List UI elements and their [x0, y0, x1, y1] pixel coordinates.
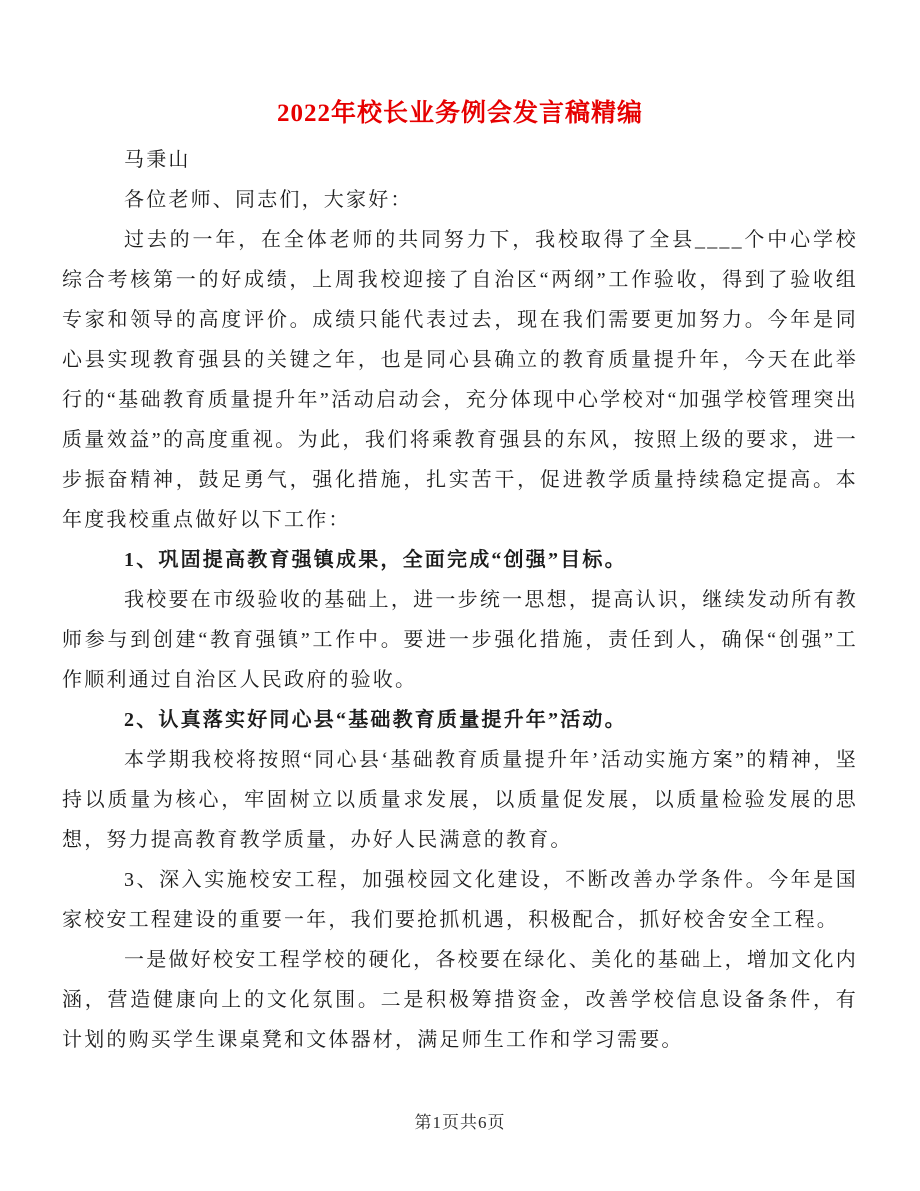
page-footer [0, 1110, 920, 1136]
salutation: 各位老师、同志们，大家好： [124, 189, 413, 211]
paragraph-item-2-body: 本学期我校将按照“同心县‘基础教育质量提升年’活动实施方案”的精神，坚持以质量为核心，牢固树立以质量求发展，以质量促发展，以质量检验发展的思想，努力提高教育教学质量，办好人民满意的教育。 [62, 749, 858, 851]
paragraph-item-3: 3、深入实施校安工程，加强校园文化建设，不断改善办学条件。今年是国家校安工程建设的重要一年，我们要抢抓机遇，积极配合，抓好校舍安全工程。 [62, 869, 858, 931]
heading-item-1: 1、巩固提高教育强镇成果，全面完成“创强”目标。 [124, 549, 627, 571]
paragraph-item-3-body: 一是做好校安工程学校的硬化，各校要在绿化、美化的基础上，增加文化内涵，营造健康向上的文化氛围。二是积极筹措资金，改善学校信息设备条件，有计划的购买学生课桌凳和文体器材，满足师生工作和学习需要。 [62, 949, 858, 1051]
paragraph-item-1-body: 我校要在市级验收的基础上，进一步统一思想，提高认识，继续发动所有教师参与到创建“教育强镇”工作中。要进一步强化措施，责任到人，确保“创强”工作顺利通过自治区人民政府的验收。 [62, 589, 858, 691]
paragraph-intro: 过去的一年，在全体老师的共同努力下，我校取得了全县____个中心学校综合考核第一的好成绩，上周我校迎接了自治区“两纲”工作验收，得到了验收组专家和领导的高度评价。成绩只能代表过去，现在我们需要更加努力。今年是同心县实现教育强县的关键之年，也是同心县确立的教育质量提升年，今天在此举行的“基础教育质量提升年”活动启动会，充分体现中心学校对“加强学校管理突出质量效益”的高度重视。为此，我们将乘教育强县的东风，按照上级的要求，进一步振奋精神，鼓足勇气，强化措施，扎实苦干，促进教学质量持续稳定提高。本年度我校重点做好以下工作： [62, 229, 858, 531]
page-title: 2022年校长业务例会发言稿精编 [276, 100, 643, 127]
heading-item-2: 2、认真落实好同心县“基础教育质量提升年”活动。 [124, 709, 627, 731]
speaker-name: 马秉山 [124, 149, 191, 171]
document-body [62, 94, 858, 1060]
page-number-label: 第1页共6页 [414, 1113, 506, 1132]
